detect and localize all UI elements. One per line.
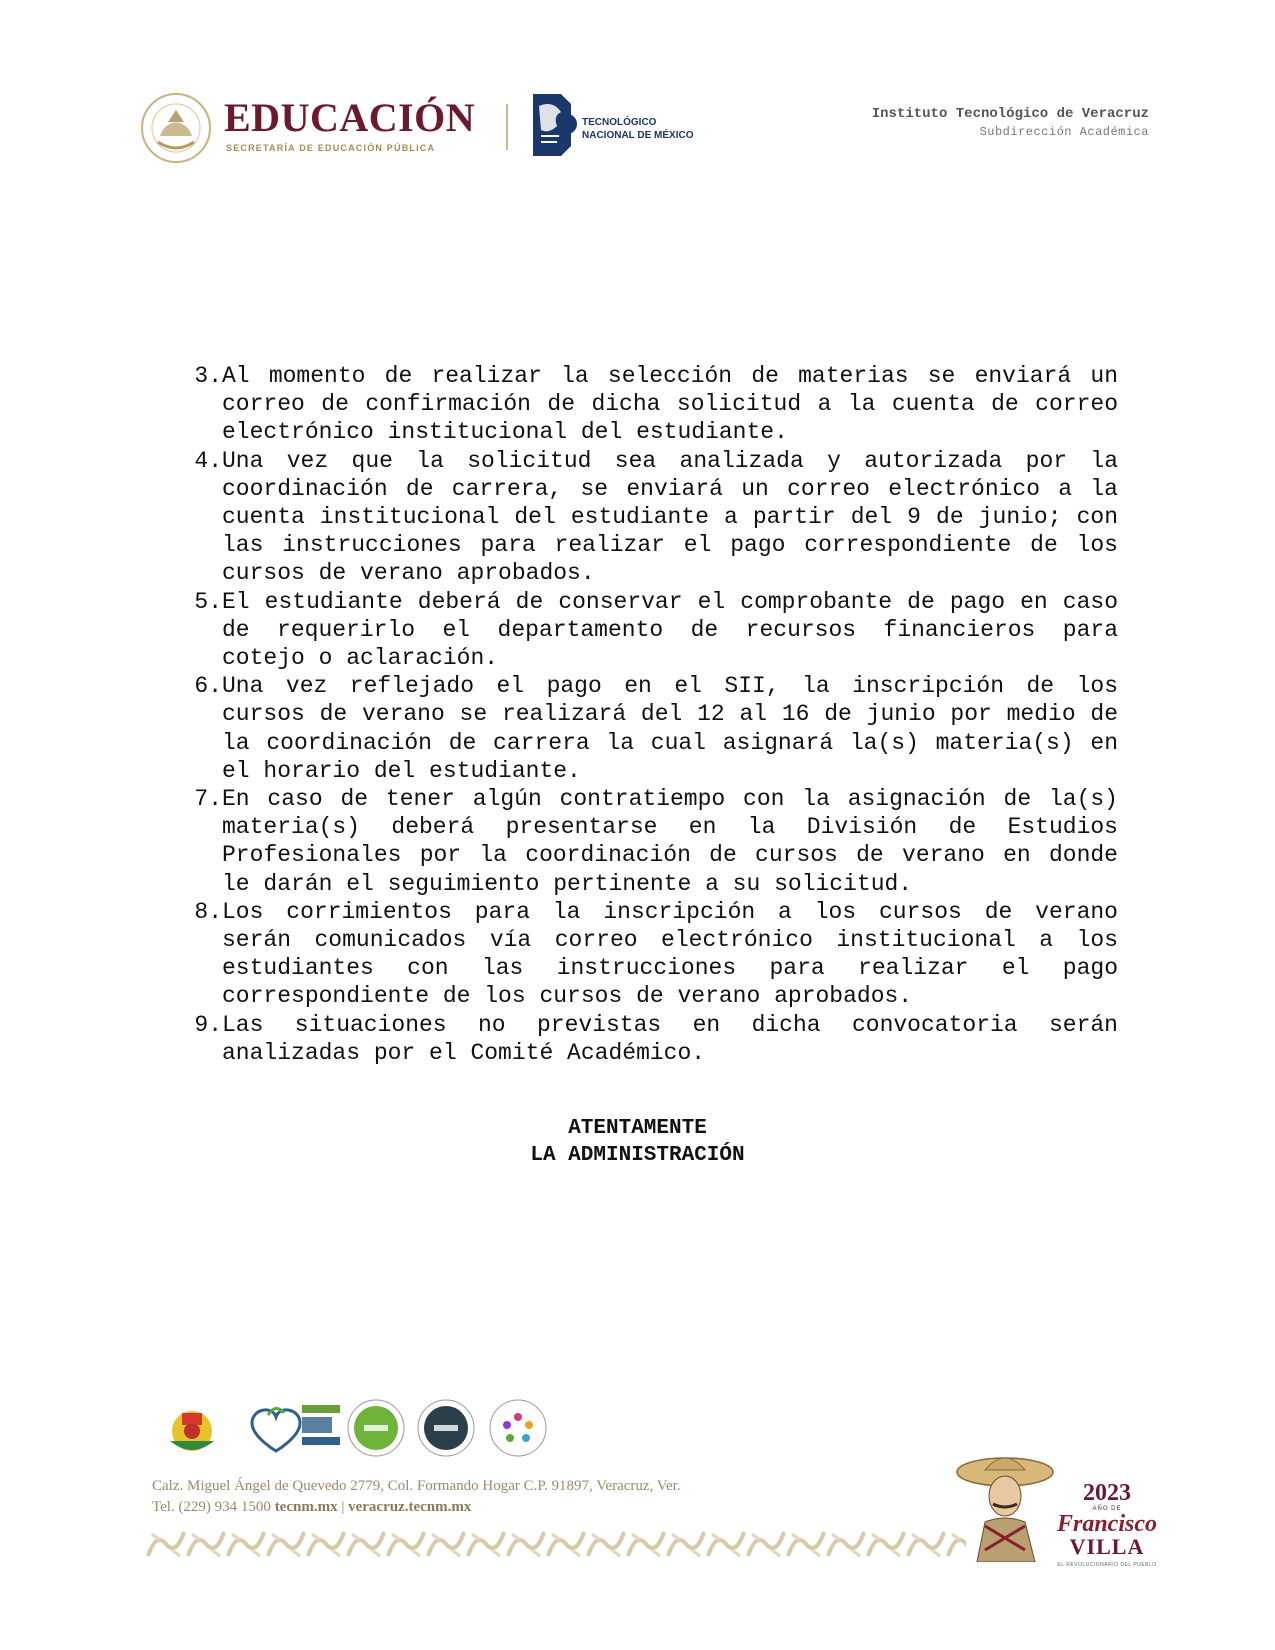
item-text: Una vez reflejado el pago en el SII, la inscripción de los cursos de verano se realizará del 12 al 16 de junio por medio de la coordinación de carrera la cual asignará la(s) materia(s) en el horario del estudiante. bbox=[222, 673, 1118, 784]
closing-salutation: ATENTAMENTE bbox=[568, 1117, 707, 1140]
phone-text: Tel. (229) 934 1500 bbox=[152, 1499, 271, 1515]
list-item bbox=[180, 672, 1120, 785]
item-text: En caso de tener algún contratiempo con la asignación de la(s) materia(s) deberá presentarse en la División de Estudios Profesionales por la coordinación de cursos de verano en donde le darán el seguimiento pertinente a su solicitud. bbox=[222, 786, 1118, 897]
closing-signatory: LA ADMINISTRACIÓN bbox=[530, 1144, 745, 1167]
item-number: 6. bbox=[194, 673, 222, 700]
itv-logo-icon bbox=[160, 1401, 224, 1457]
certification-logos bbox=[160, 1395, 580, 1465]
villa-first-name: Francisco bbox=[1056, 1511, 1157, 1537]
institute-subdivision: Subdirección Académica bbox=[979, 125, 1149, 139]
year-caption: AÑO DE bbox=[1092, 1506, 1122, 1512]
tecnm-line1: TECNOLÓGICO bbox=[582, 117, 657, 128]
item-number: 5. bbox=[194, 588, 222, 615]
tecnm-line2: NACIONAL DE MÉXICO bbox=[582, 130, 694, 141]
list-item bbox=[180, 785, 1120, 898]
iso-9001-badge-icon bbox=[416, 1397, 476, 1459]
veracruz-link[interactable]: veracruz.tecnm.mx bbox=[348, 1499, 472, 1515]
tecnm-link[interactable]: tecnm.mx bbox=[274, 1499, 338, 1515]
villa-tagline: EL REVOLUCIONARIO DEL PUEBLO bbox=[1057, 1562, 1157, 1568]
institute-name: Instituto Tecnológico de Veracruz bbox=[871, 106, 1149, 122]
list-item bbox=[180, 362, 1120, 447]
item-text: El estudiante deberá de conservar el comprobante de pago en caso de requerirlo el departamento de recursos financieros para cotejo o aclaración. bbox=[222, 588, 1118, 672]
tecnm-logo-icon bbox=[527, 90, 577, 158]
year-text: 2023 bbox=[1083, 1480, 1131, 1506]
item-number: 4. bbox=[194, 447, 222, 474]
equality-model-badge-icon bbox=[488, 1397, 548, 1459]
closing-block bbox=[0, 1115, 1275, 1169]
education-subtitle: SECRETARÍA DE EDUCACIÓN PÚBLICA bbox=[226, 143, 436, 153]
iso-14001-badge-icon bbox=[346, 1397, 406, 1459]
francisco-villa-portrait-icon bbox=[955, 1450, 1055, 1562]
numbered-list bbox=[180, 362, 1120, 1067]
letterhead bbox=[0, 0, 1275, 200]
item-text: Los corrimientos para la inscripción a los cursos de verano serán comunicados vía correo electrónico institucional a los estudiantes con las instrucciones para realizar el pago correspondiente de los cursos de verano aprobados. bbox=[222, 898, 1118, 1010]
contact-line bbox=[152, 1497, 681, 1518]
footer-address-block bbox=[152, 1476, 681, 1518]
year-emblem bbox=[1052, 1480, 1162, 1568]
item-number: 3. bbox=[194, 363, 222, 389]
address-line: Calz. Miguel Ángel de Quevedo 2779, Col. Formando Hogar C.P. 91897, Veracruz, Ver. bbox=[152, 1478, 681, 1494]
education-title: EDUCACIÓN bbox=[224, 95, 476, 140]
item-number: 9. bbox=[194, 1011, 222, 1038]
list-item bbox=[180, 447, 1120, 588]
item-text: Una vez que la solicitud sea analizada y autorizada por la coordinación de carrera, se enviará un correo electrónico a la cuenta institucional del estudiante a partir del 9 de junio; con las instrucciones para realizar el pago correspondiente de los cursos de verano aprobados. bbox=[222, 447, 1118, 587]
plastic-free-logo-icon bbox=[244, 1395, 344, 1459]
item-text: Al momento de realizar la selección de materias se enviará un correo de confirmación de dicha solicitud a la cuenta de correo electrónico institucional del estudiante. bbox=[222, 363, 1118, 446]
item-number: 8. bbox=[194, 898, 222, 925]
mexico-seal-icon bbox=[140, 92, 212, 164]
tecnm-wordmark bbox=[582, 116, 694, 142]
header-divider bbox=[506, 104, 508, 150]
list-item bbox=[180, 1011, 1120, 1067]
item-number: 7. bbox=[194, 786, 222, 813]
item-text: Las situaciones no previstas en dicha convocatoria serán analizadas por el Comité Académico. bbox=[222, 1011, 1118, 1066]
list-item bbox=[180, 588, 1120, 673]
link-divider: | bbox=[341, 1499, 345, 1515]
list-item bbox=[180, 898, 1120, 1011]
footer-ornament-band bbox=[146, 1528, 966, 1560]
villa-last-name: VILLA bbox=[1069, 1534, 1145, 1559]
